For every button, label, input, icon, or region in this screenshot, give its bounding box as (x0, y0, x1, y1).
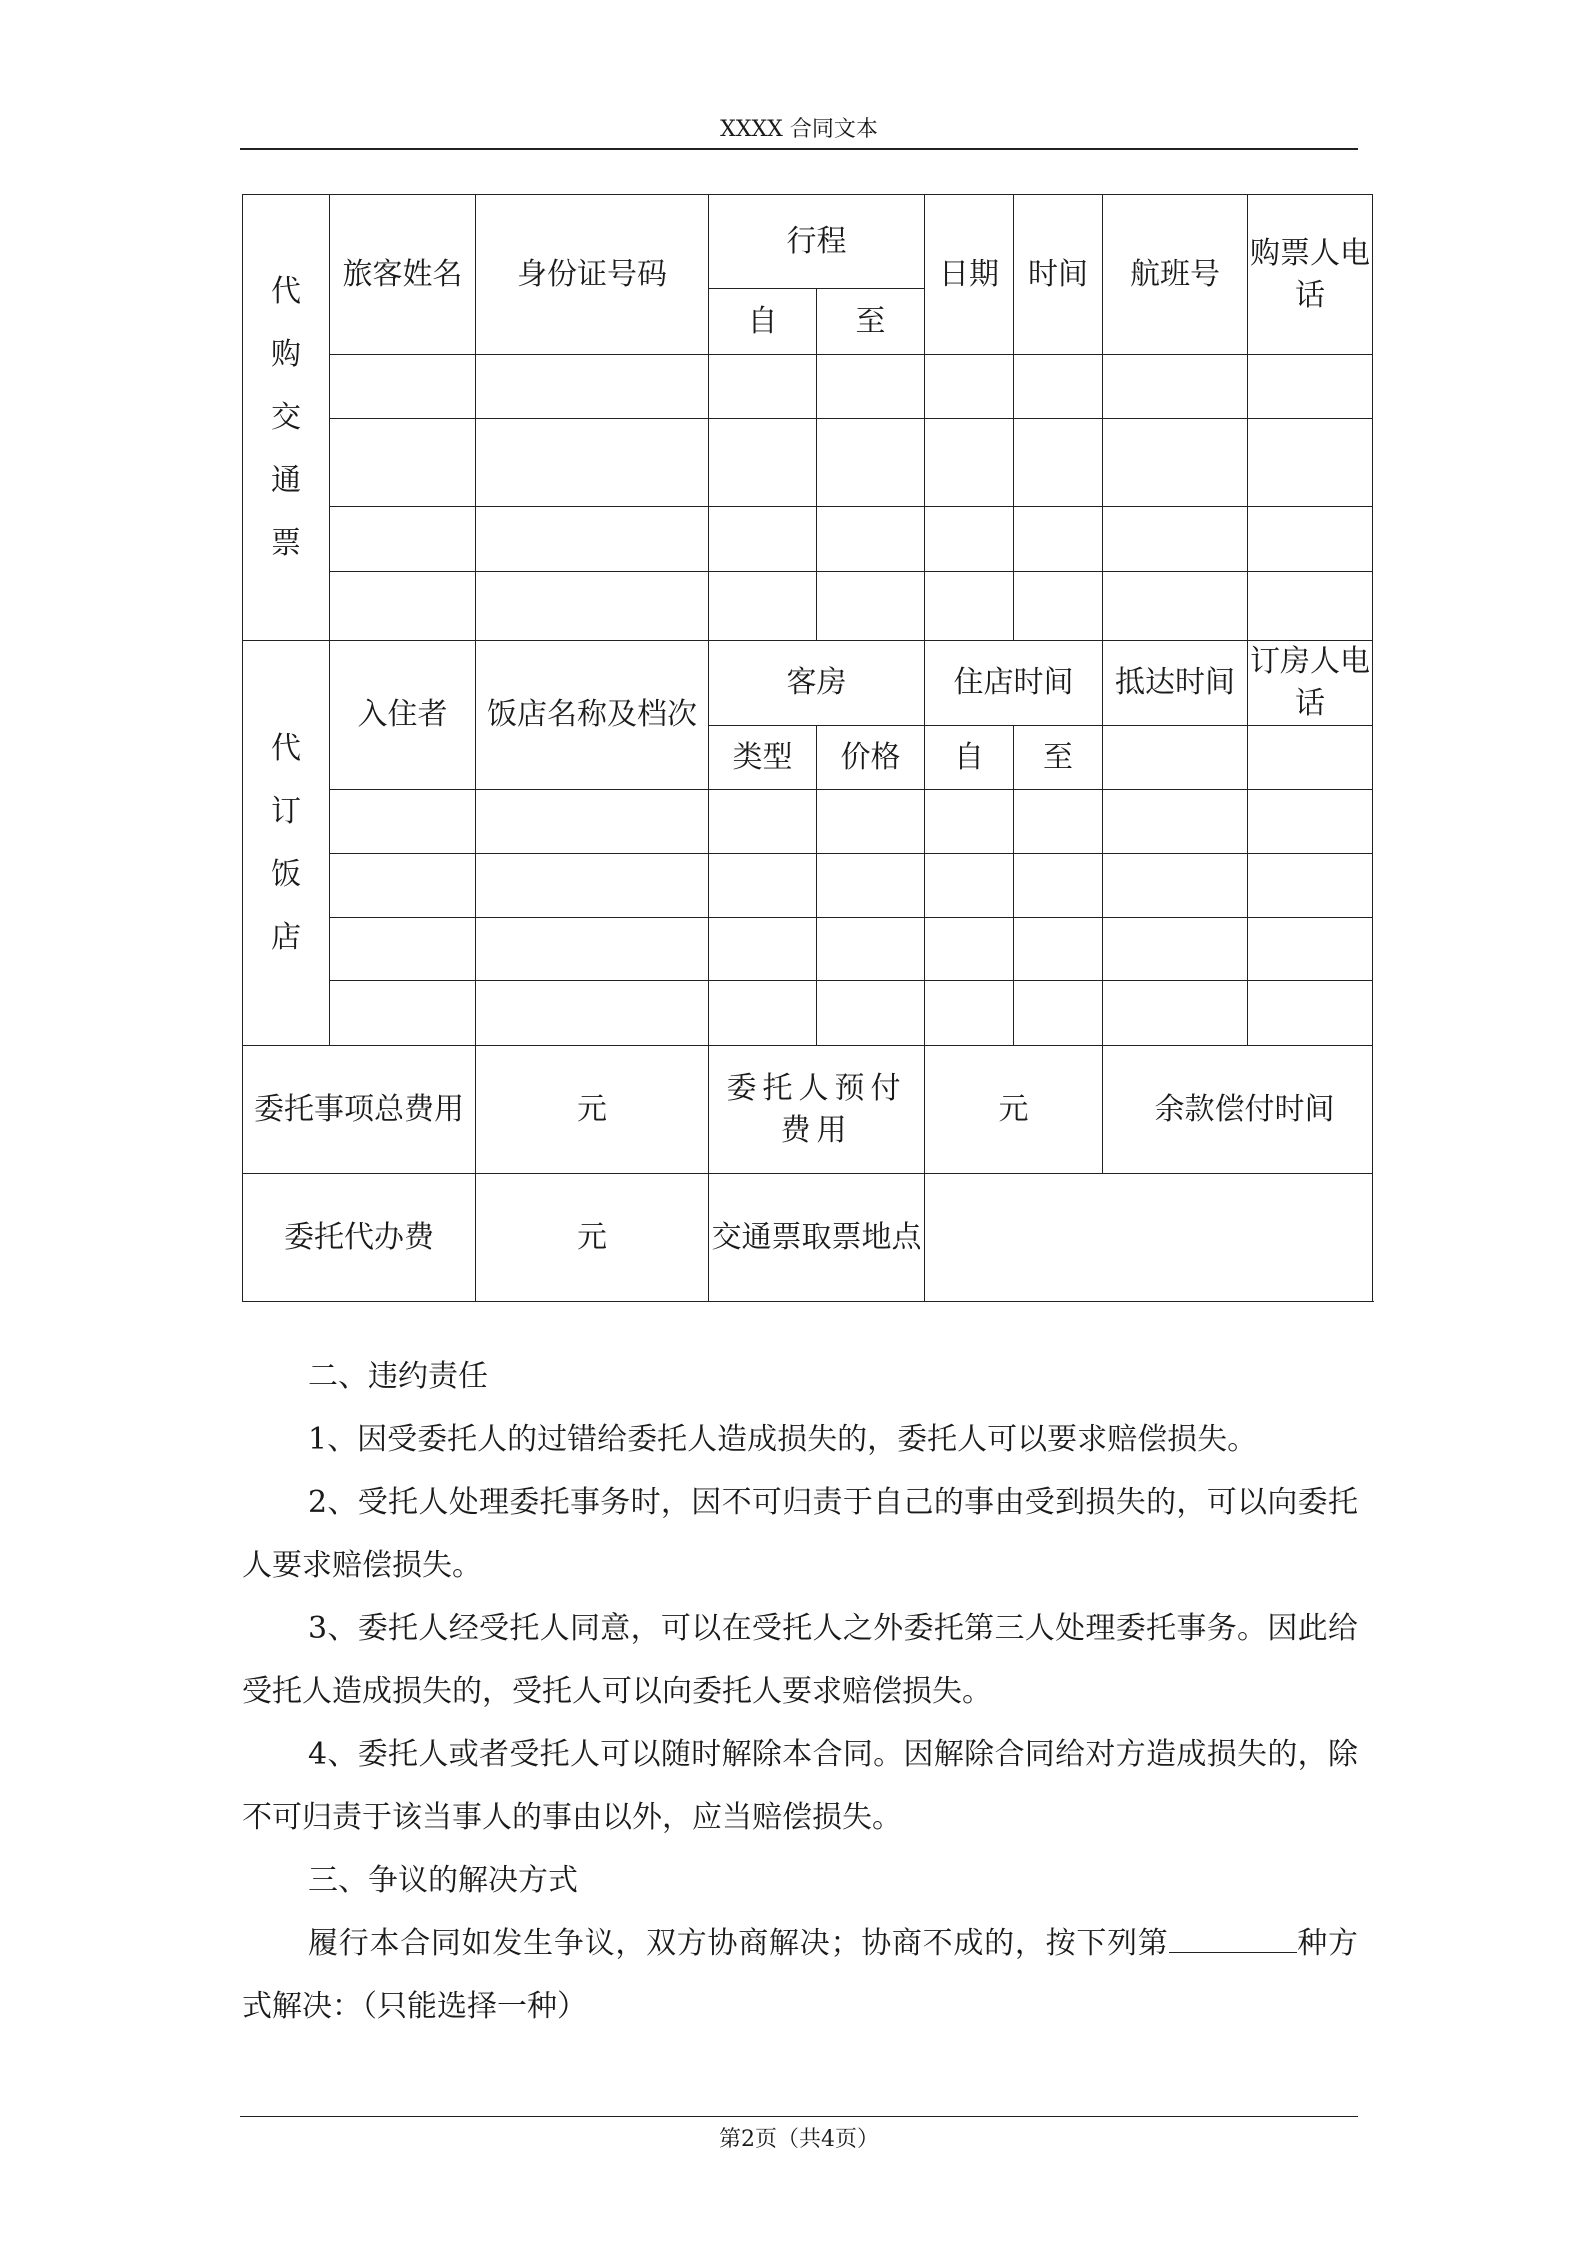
cell[interactable] (817, 981, 925, 1046)
cell[interactable] (1248, 355, 1373, 419)
header-stay-to: 至 (1014, 726, 1103, 790)
cell[interactable] (1014, 854, 1103, 918)
cell[interactable] (709, 355, 817, 419)
cell[interactable] (709, 507, 817, 572)
cell[interactable] (925, 419, 1014, 507)
cell[interactable] (1014, 918, 1103, 981)
cell[interactable] (330, 790, 476, 854)
dispute-clause (242, 1912, 1358, 2038)
header-stay-time: 住店时间 (925, 641, 1103, 726)
cell[interactable] (330, 572, 476, 641)
footer-divider (240, 2116, 1358, 2117)
cell[interactable] (476, 507, 709, 572)
total-fee-label: 委托事项总费用 (243, 1046, 476, 1174)
cell[interactable] (1248, 726, 1373, 790)
cell[interactable] (1103, 419, 1248, 507)
cell[interactable] (925, 854, 1014, 918)
cell[interactable] (476, 419, 709, 507)
header-room-price: 价格 (817, 726, 925, 790)
cell[interactable] (925, 790, 1014, 854)
cell[interactable] (709, 419, 817, 507)
cell[interactable] (330, 918, 476, 981)
header-date: 日期 (925, 195, 1014, 355)
cell[interactable] (1103, 355, 1248, 419)
cell[interactable] (1014, 355, 1103, 419)
prepaid-yuan[interactable]: 元 (925, 1046, 1103, 1174)
header-room-type: 类型 (709, 726, 817, 790)
cell[interactable] (817, 507, 925, 572)
hotel-row (243, 854, 1373, 918)
dispute-text-after: 种方式解决：（只能选择一种） (242, 1926, 1359, 2024)
cell[interactable] (330, 419, 476, 507)
page-number: 第2页（共4页） (719, 2127, 879, 2152)
ticket-row (243, 355, 1373, 419)
ticket-row (243, 507, 1373, 572)
cell[interactable] (1248, 790, 1373, 854)
dispute-text-before: 履行本合同如发生争议，双方协商解决；协商不成的，按下列第 (308, 1926, 1169, 1961)
cell[interactable] (476, 355, 709, 419)
cell[interactable] (817, 572, 925, 641)
cell[interactable] (1103, 572, 1248, 641)
cell[interactable] (925, 507, 1014, 572)
pickup-location-label: 交通票取票地点 (709, 1174, 925, 1302)
section-breach-title: 二、违约责任 (308, 1359, 488, 1394)
cell[interactable] (1103, 790, 1248, 854)
cell[interactable] (709, 572, 817, 641)
ticket-row (243, 572, 1373, 641)
clause-4: 4、委托人或者受托人可以随时解除本合同。因解除合同给对方造成损失的，除不可归责于该当事人的事由以外，应当赔偿损失。 (242, 1737, 1358, 1835)
cell[interactable] (709, 854, 817, 918)
cell[interactable] (1103, 918, 1248, 981)
cell[interactable] (1248, 854, 1373, 918)
cell[interactable] (925, 918, 1014, 981)
header-stay-from: 自 (925, 726, 1014, 790)
cell[interactable] (709, 918, 817, 981)
cell[interactable] (817, 790, 925, 854)
balance-time-label: 余款偿付时间 (1103, 1046, 1373, 1174)
cell[interactable] (1248, 981, 1373, 1046)
agency-fee-label: 委托代办费 (243, 1174, 476, 1302)
cell[interactable] (1248, 419, 1373, 507)
pickup-location-value[interactable] (925, 1174, 1373, 1302)
cell[interactable] (709, 981, 817, 1046)
hotel-row (243, 790, 1373, 854)
header-time: 时间 (1014, 195, 1103, 355)
cell[interactable] (330, 981, 476, 1046)
cell[interactable] (1103, 726, 1248, 790)
cell[interactable] (925, 355, 1014, 419)
cell[interactable] (330, 507, 476, 572)
cell[interactable] (1248, 507, 1373, 572)
cell[interactable] (925, 572, 1014, 641)
header-divider (240, 148, 1358, 150)
ticket-row (243, 419, 1373, 507)
cell[interactable] (1014, 507, 1103, 572)
cell[interactable] (1248, 918, 1373, 981)
header-booker-phone: 订房人电话 (1248, 641, 1373, 726)
cell[interactable] (709, 790, 817, 854)
cell[interactable] (330, 355, 476, 419)
cell[interactable] (1103, 507, 1248, 572)
cell[interactable] (476, 854, 709, 918)
header-itinerary-from: 自 (709, 289, 817, 355)
cell[interactable] (1103, 981, 1248, 1046)
cell[interactable] (476, 981, 709, 1046)
commission-form-table (242, 194, 1373, 1302)
cell[interactable] (330, 854, 476, 918)
header-arrival-time: 抵达时间 (1103, 641, 1248, 726)
header-buyer-phone: 购票人电话 (1248, 195, 1373, 355)
ticket-section-label: 代购交通票 (243, 195, 330, 641)
header-room: 客房 (709, 641, 925, 726)
contract-body (242, 1345, 1358, 2038)
clause-1: 1、因受委托人的过错给委托人造成损失的，委托人可以要求赔偿损失。 (308, 1422, 1258, 1457)
agency-fee-yuan[interactable]: 元 (476, 1174, 709, 1302)
header-flight-no: 航班号 (1103, 195, 1248, 355)
clause-2: 2、受托人处理委托事务时，因不可归责于自己的事由受到损失的，可以向委托人要求赔偿损失。 (242, 1485, 1358, 1583)
cell[interactable] (476, 918, 709, 981)
cell[interactable] (817, 854, 925, 918)
clause-3: 3、委托人经受托人同意，可以在受托人之外委托第三人处理委托事务。因此给受托人造成损失的，受托人可以向委托人要求赔偿损失。 (242, 1611, 1358, 1709)
section-dispute-title: 三、争议的解决方式 (308, 1863, 578, 1898)
cell[interactable] (1248, 572, 1373, 641)
cell[interactable] (1103, 854, 1248, 918)
hotel-row (243, 981, 1373, 1046)
document-header-title: XXXX 合同文本 (720, 117, 878, 142)
header-itinerary: 行程 (709, 195, 925, 289)
cell[interactable] (817, 918, 925, 981)
cell[interactable] (476, 572, 709, 641)
cell[interactable] (817, 355, 925, 419)
cell[interactable] (1014, 572, 1103, 641)
header-passenger-name: 旅客姓名 (330, 195, 476, 355)
hotel-row (243, 918, 1373, 981)
prepaid-label: 委托人预付费用 (709, 1046, 925, 1174)
hotel-section-label: 代订饭店 (243, 641, 330, 1046)
cell[interactable] (476, 790, 709, 854)
dispute-choice-blank[interactable] (1169, 1924, 1297, 1953)
cell[interactable] (1014, 981, 1103, 1046)
header-id-number: 身份证号码 (476, 195, 709, 355)
cell[interactable] (1014, 419, 1103, 507)
total-fee-yuan[interactable]: 元 (476, 1046, 709, 1174)
header-itinerary-to: 至 (817, 289, 925, 355)
header-guest: 入住者 (330, 641, 476, 790)
cell[interactable] (925, 981, 1014, 1046)
header-hotel-name-grade: 饭店名称及档次 (476, 641, 709, 790)
cell[interactable] (817, 419, 925, 507)
cell[interactable] (1014, 790, 1103, 854)
